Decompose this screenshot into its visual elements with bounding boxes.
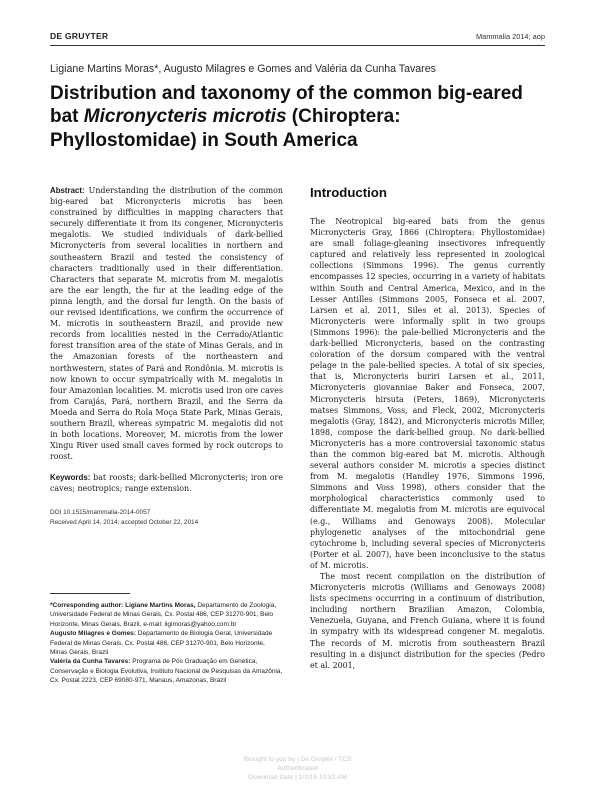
- abstract: Abstract: Understanding the distribution of the common big-eared bat Micronycteris microtis has been constrained by difficulties in mapping characters that securely differentiate it from its congener, Micronycteris megalotis. We studied individuals of dark-bellied Micronycteris from several localities in northern and southeastern Brazil and tested the consistency of characters traditionally used in their differentiation. Characters that separate M. microtis from M. megalotis are the ear length, the fur at the leading edge of the pinna length, and the dorsal fur length. On the basis of our revised identifications, we confirm the occurrence of M. microtis in southeastern Brazil, and provide new records from localities nested in the Cerrado/Atlantic forest transition area of the state of Minas Gerais, and in the Amazonian forests of the northeastern and northwestern, states of Pará and Rondônia. M. microtis is now known to occur sympatrically with M. megalotis in four Amazonian localities. M. microtis used iron ore caves from Carajás, Pará, northern Brazil, and the Serra da Moeda and Serra do Rola Moça State Park, Minas Gerais, southern Brazil, whereas sympatric M. megalotis did not in both locations. Moreover, M. microtis from the lower Xingu River used small caves formed by rock outcrops to roost.: [50, 186, 283, 462]
- article-title: Distribution and taxonomy of the common big-eared bat Micronycteris microtis (Chiroptera: Phyllostomidae) in South America: [50, 83, 523, 151]
- corresponding-author-note: *Corresponding author: Ligiane Martins Moras, Departamento de Zoologia, Universidade Federal de Minas Gerais, Cx. Postal 486, CEP 31270-901, Belo Horizonte, Minas Gerais, Brazil, e-mail: ligimoras@yahoo.com.br: [50, 602, 277, 628]
- header-rule: [50, 45, 545, 46]
- introduction-heading: Introduction: [310, 185, 387, 200]
- footnote-rule: [50, 593, 130, 594]
- introduction-column: [310, 185, 545, 671]
- author-footnotes: [50, 601, 283, 686]
- gomes-affiliation: Augusto Milagres e Gomes: Departamento de Biologia Geral, Universidade Federal de Minas Gerais, Cx. Postal 486, CEP 31270-901, Belo Horizonte, Minas Gerais, Brazil: [50, 630, 273, 657]
- keywords: Keywords: bat roosts; dark-bellied Micronycteris; iron ore caves; neotropics; range extension.: [50, 473, 283, 494]
- introduction-paragraph-1: The Neotropical big-eared bats from the genus Micronycteris Gray, 1866 (Chiroptera: Phyllostomidae) are small foliage-gleaning insectivores infrequently captured and relatively less represented in zoological collections (Simmons 1996). The genus currently encompasses 12 species, occurring in a variety of habitats within South and Central America, Mexico, and in the Lesser Antilles (Simmons 2005, Fonseca et al. 2007, Larsen et al. 2011, Siles et al. 2013). Species of Micronycteris were informally split in two groups (Simmons 1996): the pale-bellied Micronycteris and the dark-bellied Micronycteris, based on the contrasting coloration of the dorsum compared with the ventral pelage in the pale-bellied species. A total of six species, that is, Micronycteris buriri Larsen et al., 2011, Micronycteris giovanniae Baker and Fonseca, 2007, Micronycteris hirsuta (Peters, 1869), Micronycteris matses Simmons, Voss, and Fleck, 2002, Micronycteris megalotis (Gray, 1842), and Micronycteris microtis Miller, 1898, compose the dark-bellied group. No dark-bellied Micronycteris has a more controversial taxonomic status than the common big-eared bat M. microtis. Although several authors consider M. microtis a species distinct from M. megalotis (Handley 1976, Simmons 1996, Simmons and Voss 1998), others consider that the morphological characteristics commonly used to differentiate M. megalotis from M. microtis are equivocal (e.g., Williams and Genoways 2008). Molecular phylogenetic analyses of the mitochondrial gene cytochrome b, including several species of Micronycteris (Porter et al. 2007), have been inconclusive to the status of M. microtis.: [310, 217, 545, 570]
- tavares-affiliation: Valéria da Cunha Tavares: Programa de Pós Graduação em Genética, Conservação e Biologia Evolutiva, Instituto Nacional de Pesquisas da Amazônia, Cx. Postal 2223, CEP 69080-971, Manaus, Amazonas, Brazil: [50, 658, 283, 685]
- doi-info: DOI 10.1515/mammalia-2014-0057 Received April 14, 2014; accepted October 22, 2014: [50, 508, 199, 526]
- abstract-column: [50, 185, 283, 528]
- author-list: Ligiane Martins Moras*, Augusto Milagres e Gomes and Valéria da Cunha Tavares: [50, 63, 436, 75]
- publisher-name: DE GRUYTER: [50, 31, 109, 41]
- journal-citation: Mammalia 2014; aop: [475, 32, 545, 41]
- download-watermark: Brought to you by | De Gruyter / TCS Authenticated Download Date | 1/2/15 10:53 AM: [243, 756, 352, 781]
- introduction-paragraph-2: The most recent compilation on the distribution of Micronycteris microtis (Williams and Genoways 2008) lists specimens occurring in a continuum of distribution, including northern Brazilian Amazon, Colombia, Venezuela, Guyana, and French Guiana, where it is found in sympatry with its widespread congener M. megalotis. The records of M. microtis from southeastern Brazil resulting in a disjunct distribution for the species (Pedro et al. 2001,: [310, 572, 545, 670]
